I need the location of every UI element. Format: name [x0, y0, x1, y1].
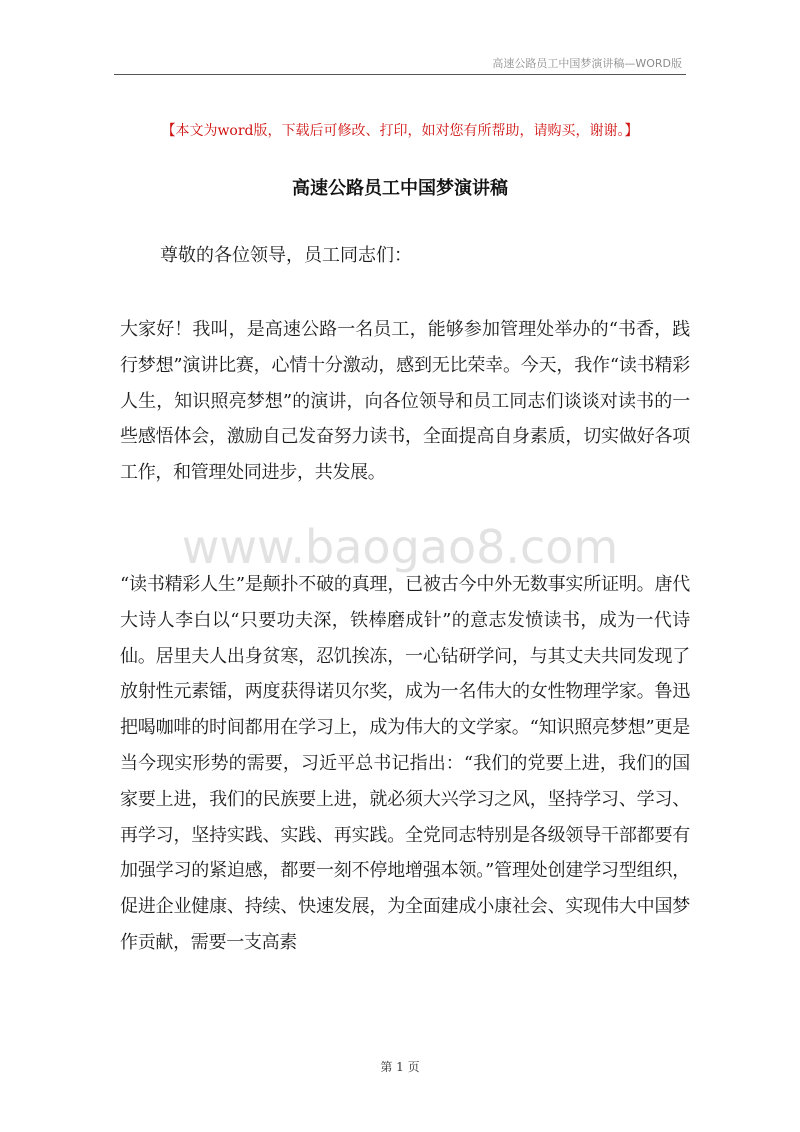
header-title: 高速公路员工中国梦演讲稿—WORD版: [492, 57, 682, 70]
paragraph-2: “读书精彩人生”是颠扑不破的真理，已被古今中外无数事实所证明。唐代大诗人李白以“只要功夫深，铁棒磨成针”的意志发愤读书，成为一代诗仙。居里夫人出身贫寒，忍饥挨冻，一心钻研学问，与其丈夫共同发现了放射性元素镭，两度获得诺贝尔奖，成为一名伟大的女性物理学家。鲁迅把喝咖啡的时间都用在学习上，成为伟大的文学家。“知识照亮梦想”更是当今现实形势的需要，习近平总书记指出：“我们的党要上进，我们的国家要上进，我们的民族要上进，就必须大兴学习之风，坚持学习、学习、再学习，坚持实践、实践、再实践。全党同志特别是各级领导干部都要有加强学习的紧迫感，都要一刻不停地增强本领。”管理处创建学习型组织，促进企业健康、持续、快速发展，为全面建成小康社会、实现伟大中国梦作贡献，需要一支高素: [120, 574, 690, 953]
salutation: 尊敬的各位领导，员工同志们：: [160, 245, 412, 266]
watermark: www.baogao8.com: [181, 520, 619, 574]
header-divider: [114, 74, 686, 75]
document-title: 高速公路员工中国梦演讲稿: [292, 178, 508, 199]
paragraph-1: 大家好！我叫，是高速公路一名员工，能够参加管理处举办的“书香，践行梦想”演讲比赛，心情十分激动，感到无比荣幸。今天，我作“读书精彩人生，知识照亮梦想”的演讲，向各位领导和员工同志们谈谈对读书的一些感悟体会，激励自己发奋努力读书，全面提高自身素质，切实做好各项工作，和管理处同进步，共发展。: [120, 319, 690, 484]
page-number: 第 1 页: [380, 1060, 420, 1074]
purchase-notice: 【本文为word版，下载后可修改、打印，如对您有所帮助，请购买，谢谢。】: [161, 123, 639, 139]
